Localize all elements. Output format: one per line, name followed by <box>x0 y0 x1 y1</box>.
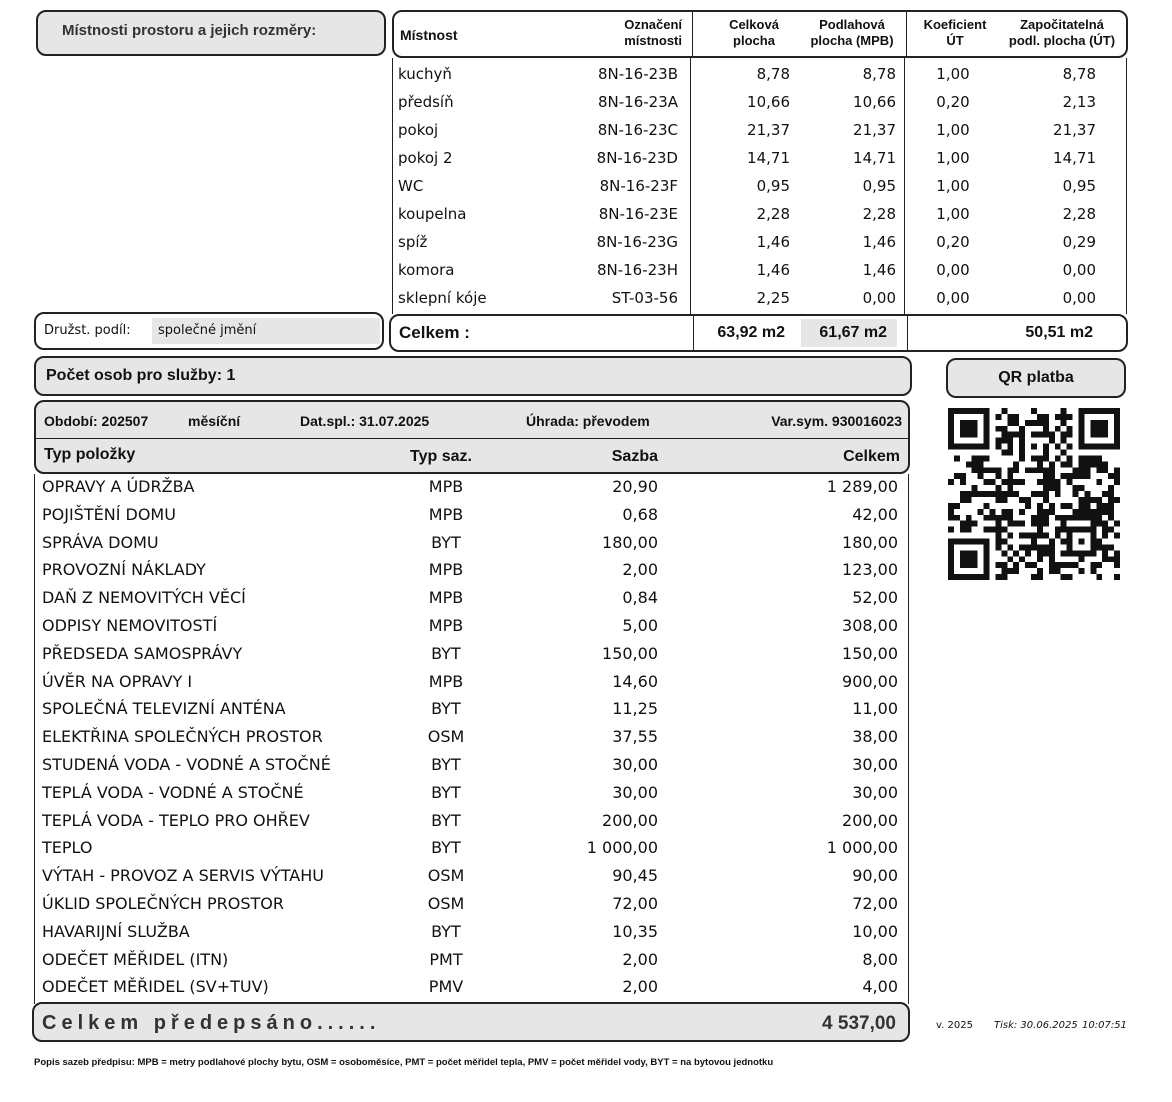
rooms-panel-title: Místnosti prostoru a jejich rozměry: <box>62 22 317 39</box>
item-row <box>40 974 906 1002</box>
item-total: 308,00 <box>842 616 898 635</box>
item-row <box>40 780 906 808</box>
item-total: 123,00 <box>842 560 898 580</box>
item-rate-type: MPB <box>428 588 464 608</box>
items-border-left <box>34 474 35 1004</box>
items-total-value: 4 537,00 <box>822 1013 896 1034</box>
room-counted-area: 21,37 <box>1053 121 1096 139</box>
share-box <box>34 312 384 350</box>
room-row <box>396 116 1126 144</box>
room-name: koupelna <box>398 205 467 223</box>
room-total-area: 21,37 <box>747 121 790 139</box>
item-row <box>40 863 906 891</box>
room-row <box>396 200 1126 228</box>
item-name: POJIŠTĚNÍ DOMU <box>42 504 176 524</box>
room-total-area: 0,95 <box>756 177 790 195</box>
rooms-totals-box <box>389 314 1128 352</box>
room-counted-area: 8,78 <box>1062 65 1096 83</box>
rooms-border-left <box>392 58 393 314</box>
col-coef-header: Koeficient ÚT <box>923 17 987 48</box>
billing-period: Období: 202507 <box>44 413 149 429</box>
room-code: ST-03-56 <box>611 289 678 307</box>
room-row <box>396 228 1126 256</box>
rooms-total-area: 63,92 m2 <box>717 324 785 341</box>
room-code: 8N-16-23D <box>596 149 678 167</box>
room-coef: 0,20 <box>936 93 970 111</box>
item-name: DAŇ Z NEMOVITÝCH VĚCÍ <box>42 588 246 608</box>
item-name: ODEČET MĚŘIDEL (SV+TUV) <box>42 977 269 997</box>
room-floor-area: 0,00 <box>862 289 896 307</box>
room-total-area: 8,78 <box>756 65 790 83</box>
item-row <box>40 808 906 836</box>
item-rate: 37,55 <box>612 727 658 747</box>
room-floor-area: 14,71 <box>853 149 896 167</box>
col-code-header: Označení místnosti <box>624 17 682 48</box>
billing-var-sym: Var.sym. 930016023 <box>771 413 902 429</box>
item-total: 4,00 <box>862 977 898 997</box>
footer-legend: Popis sazeb předpisu: MPB = metry podlahové plochy bytu, OSM = osoboměsíce, PMT = počet měřidel tepla, PMV = počet měřidel vody, BYT = na bytovou jednotku <box>34 1057 774 1068</box>
items-border-right <box>908 474 909 1004</box>
room-coef: 1,00 <box>936 65 970 83</box>
room-row <box>396 284 1126 312</box>
item-rate-type: BYT <box>431 643 461 663</box>
item-total: 38,00 <box>852 727 898 747</box>
items-header-rate: Sazba <box>611 448 658 465</box>
item-rate: 200,00 <box>602 810 658 830</box>
item-rate-type: BYT <box>431 810 461 830</box>
items-total-label: Celkem předepsáno...... <box>42 1012 381 1034</box>
item-rate: 90,45 <box>612 866 658 886</box>
billing-frequency: měsíční <box>188 413 241 429</box>
room-name: předsíň <box>398 93 454 111</box>
item-rate-type: MPB <box>428 504 464 524</box>
item-total: 52,00 <box>852 588 898 608</box>
footer-print-time: 10:07:51 <box>1082 1020 1127 1031</box>
item-row <box>40 891 906 919</box>
item-name: HAVARIJNÍ SLUŽBA <box>42 921 190 941</box>
persons-label: Počet osob pro služby: 1 <box>46 367 236 384</box>
billing-header <box>34 400 910 474</box>
item-row <box>40 641 906 669</box>
item-name: TEPLÁ VODA - TEPLO PRO OHŘEV <box>42 810 310 830</box>
room-code: 8N-16-23F <box>599 177 678 195</box>
room-floor-area: 0,95 <box>862 177 896 195</box>
item-name: OPRAVY A ÚDRŽBA <box>42 477 195 496</box>
room-name: WC <box>398 177 424 195</box>
room-counted-area: 0,00 <box>1062 289 1096 307</box>
item-total: 1 289,00 <box>826 477 898 496</box>
item-total: 11,00 <box>852 699 898 719</box>
room-floor-area: 2,28 <box>862 205 896 223</box>
room-name: pokoj <box>398 121 439 139</box>
item-name: ODPISY NEMOVITOSTÍ <box>42 616 218 635</box>
billing-payment: Úhrada: převodem <box>526 413 650 429</box>
item-row <box>40 919 906 947</box>
room-code: 8N-16-23H <box>596 261 678 279</box>
item-name: TEPLO <box>42 838 93 858</box>
room-coef: 1,00 <box>936 149 970 167</box>
item-name: ÚVĚR NA OPRAVY I <box>42 671 193 691</box>
item-rate-type: MPB <box>428 477 464 496</box>
item-name: ELEKTŘINA SPOLEČNÝCH PROSTOR <box>42 727 323 747</box>
item-rate: 20,90 <box>612 477 658 496</box>
item-total: 10,00 <box>852 921 898 941</box>
room-counted-area: 2,13 <box>1062 93 1096 111</box>
share-value-field <box>152 318 380 344</box>
room-total-area: 1,46 <box>756 233 790 251</box>
col-total-header: Celková plocha <box>729 17 779 48</box>
room-total-area: 2,25 <box>756 289 790 307</box>
item-rate: 30,00 <box>612 782 658 802</box>
item-name: VÝTAH - PROVOZ A SERVIS VÝTAHU <box>42 866 324 886</box>
item-name: SPOLEČNÁ TELEVIZNÍ ANTÉNA <box>42 699 286 719</box>
item-rate-type: PMT <box>429 949 463 969</box>
room-code: 8N-16-23E <box>598 205 678 223</box>
rooms-border-right <box>1126 58 1127 314</box>
item-name: STUDENÁ VODA - VODNÉ A STOČNÉ <box>42 755 331 774</box>
room-counted-area: 14,71 <box>1053 149 1096 167</box>
room-counted-area: 0,95 <box>1062 177 1096 195</box>
item-row <box>40 502 906 530</box>
room-row <box>396 88 1126 116</box>
rooms-panel-title-box <box>36 10 386 56</box>
room-floor-area: 1,46 <box>862 233 896 251</box>
item-total: 8,00 <box>862 949 898 969</box>
qr-label: QR platba <box>998 369 1074 386</box>
item-total: 72,00 <box>852 894 898 913</box>
item-total: 30,00 <box>852 782 898 802</box>
item-row <box>40 752 906 780</box>
item-rate-type: OSM <box>427 727 465 747</box>
room-coef: 0,00 <box>936 289 970 307</box>
room-row <box>396 172 1126 200</box>
room-total-area: 2,28 <box>756 205 790 223</box>
item-rate: 150,00 <box>602 643 658 663</box>
item-rate-type: BYT <box>431 755 461 774</box>
room-coef: 0,00 <box>936 261 970 279</box>
rooms-total-floor-field <box>801 319 897 347</box>
room-floor-area: 21,37 <box>853 121 896 139</box>
rooms-total-counted: 50,51 m2 <box>1025 324 1093 341</box>
item-rate: 1 000,00 <box>586 838 658 858</box>
item-row <box>40 947 906 975</box>
item-rate-type: BYT <box>431 699 461 719</box>
item-rate: 0,84 <box>622 588 658 608</box>
item-total: 42,00 <box>852 504 898 524</box>
item-rate: 14,60 <box>612 671 658 691</box>
room-total-area: 1,46 <box>756 261 790 279</box>
billing-due-date: Dat.spl.: 31.07.2025 <box>300 413 430 429</box>
persons-box <box>34 356 912 396</box>
room-total-area: 14,71 <box>747 149 790 167</box>
col-room-header: Místnost <box>400 27 458 43</box>
footer-print-date: Tisk: 30.06.2025 <box>994 1020 1078 1031</box>
room-name: kuchyň <box>398 65 452 83</box>
item-rate-type: BYT <box>431 838 461 858</box>
items-header-total: Celkem <box>843 448 900 465</box>
item-rate-type: PMV <box>428 977 464 997</box>
item-row <box>40 530 906 558</box>
item-row <box>40 474 906 502</box>
item-row <box>40 669 906 697</box>
rooms-total-floor: 61,67 m2 <box>819 324 887 341</box>
room-coef: 1,00 <box>936 121 970 139</box>
footer-version: v. 2025 <box>936 1020 973 1031</box>
item-rate: 180,00 <box>602 532 658 552</box>
room-coef: 1,00 <box>936 177 970 195</box>
item-rate-type: OSM <box>427 894 465 913</box>
room-counted-area: 2,28 <box>1062 205 1096 223</box>
room-counted-area: 0,29 <box>1062 233 1096 251</box>
item-rate: 0,68 <box>622 504 658 524</box>
items-header-type: Typ položky <box>44 446 136 463</box>
item-total: 180,00 <box>842 532 898 552</box>
room-counted-area: 0,00 <box>1062 261 1096 279</box>
room-name: sklepní kóje <box>398 289 487 307</box>
item-row <box>40 696 906 724</box>
item-rate-type: OSM <box>427 866 465 886</box>
item-total: 30,00 <box>852 755 898 774</box>
room-row <box>396 60 1126 88</box>
rooms-table-header <box>392 10 1128 58</box>
col-counted-header: Započitatelná podl. plocha (ÚT) <box>1008 17 1116 48</box>
item-rate: 5,00 <box>622 616 658 635</box>
item-name: ÚKLID SPOLEČNÝCH PROSTOR <box>42 894 284 913</box>
room-name: komora <box>398 261 455 279</box>
item-rate: 72,00 <box>612 894 658 913</box>
item-total: 200,00 <box>842 810 898 830</box>
room-row <box>396 256 1126 284</box>
room-code: 8N-16-23C <box>597 121 678 139</box>
qr-code[interactable] <box>948 408 1120 580</box>
item-total: 1 000,00 <box>826 838 898 858</box>
room-name: pokoj 2 <box>398 149 453 167</box>
item-name: SPRÁVA DOMU <box>42 532 159 552</box>
item-name: PROVOZNÍ NÁKLADY <box>42 560 206 580</box>
item-total: 150,00 <box>842 643 898 663</box>
room-code: 8N-16-23G <box>596 233 678 251</box>
room-coef: 1,00 <box>936 205 970 223</box>
item-rate: 30,00 <box>612 755 658 774</box>
room-floor-area: 1,46 <box>862 261 896 279</box>
item-row <box>40 835 906 863</box>
items-total-box <box>32 1002 910 1042</box>
share-label: Družst. podíl: <box>44 323 131 338</box>
item-total: 900,00 <box>842 671 898 691</box>
room-name: spíž <box>398 233 428 251</box>
item-rate-type: BYT <box>431 921 461 941</box>
col-floor-header: Podlahová plocha (MPB) <box>810 17 894 48</box>
item-rate-type: MPB <box>428 671 464 691</box>
item-rate: 11,25 <box>612 699 658 719</box>
room-floor-area: 8,78 <box>862 65 896 83</box>
item-name: PŘEDSEDA SAMOSPRÁVY <box>42 643 243 663</box>
item-total: 90,00 <box>852 866 898 886</box>
room-code: 8N-16-23B <box>597 65 678 83</box>
item-rate: 10,35 <box>612 921 658 941</box>
item-rate: 2,00 <box>622 949 658 969</box>
share-value: společné jmění <box>158 323 257 338</box>
room-floor-area: 10,66 <box>853 93 896 111</box>
item-rate: 2,00 <box>622 560 658 580</box>
item-row <box>40 557 906 585</box>
room-total-area: 10,66 <box>747 93 790 111</box>
item-row <box>40 613 906 641</box>
rooms-total-label: Celkem : <box>399 323 470 342</box>
room-code: 8N-16-23A <box>597 93 678 111</box>
item-rate-type: BYT <box>431 782 461 802</box>
item-row <box>40 585 906 613</box>
item-rate-type: MPB <box>428 560 464 580</box>
item-rate: 2,00 <box>622 977 658 997</box>
item-rate-type: MPB <box>428 616 464 635</box>
room-coef: 0,20 <box>936 233 970 251</box>
items-header-rate-type: Typ saz. <box>410 448 472 465</box>
room-row <box>396 144 1126 172</box>
item-name: ODEČET MĚŘIDEL (ITN) <box>42 949 229 969</box>
qr-label-box <box>946 358 1126 398</box>
item-name: TEPLÁ VODA - VODNÉ A STOČNÉ <box>42 782 304 802</box>
item-row <box>40 724 906 752</box>
item-rate-type: BYT <box>431 532 461 552</box>
